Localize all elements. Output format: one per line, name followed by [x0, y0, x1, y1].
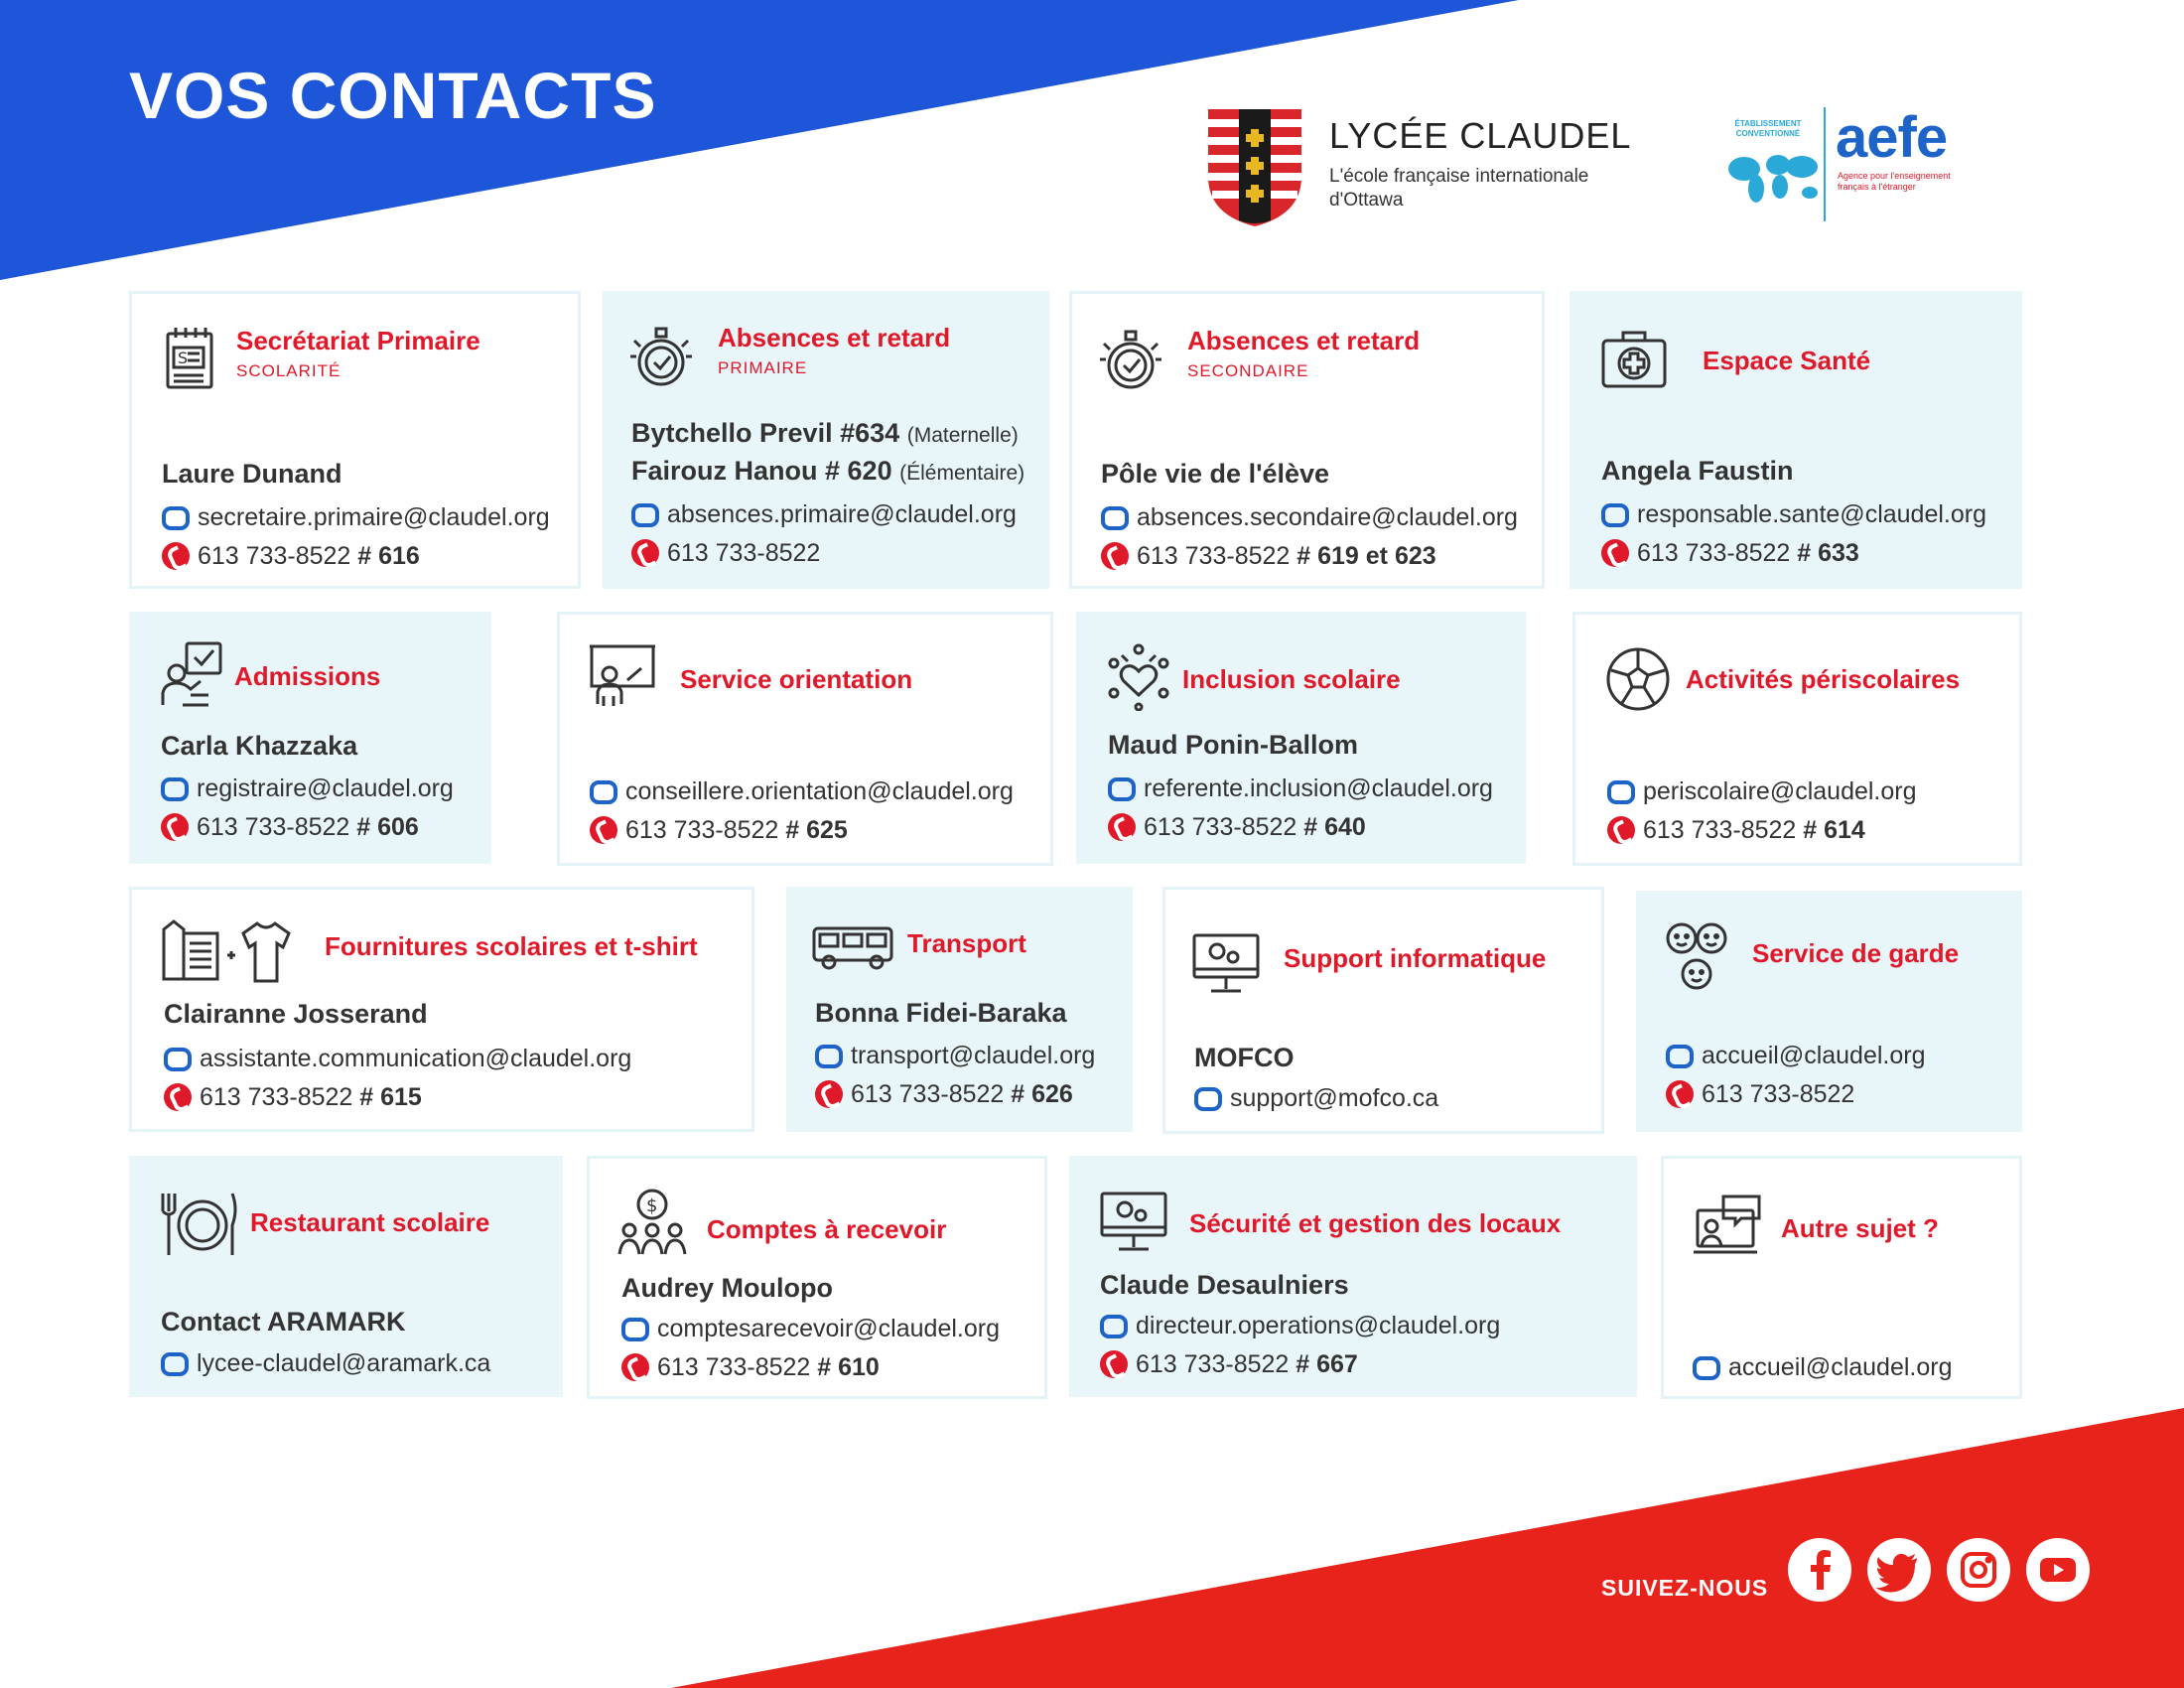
- children-faces-icon: [1662, 918, 1731, 998]
- phone-row: [161, 810, 419, 844]
- clipboard-icon: [160, 324, 229, 393]
- card-title: Support informatique: [1284, 943, 1547, 973]
- email-icon: [1101, 506, 1129, 530]
- school-tagline: L'école française internationale d'Ottawa: [1329, 166, 1589, 211]
- money-people-icon: [617, 1187, 687, 1256]
- email-icon: [1108, 777, 1136, 801]
- contact-name: Bonna Fidei-Baraka: [815, 998, 1067, 1028]
- email-link[interactable]: absences.primaire@claudel.org: [667, 500, 1017, 528]
- svg-text:S: S: [178, 349, 189, 367]
- phone-number[interactable]: 613 733-8522: [197, 813, 350, 841]
- email-icon: [161, 1352, 189, 1376]
- phone-number[interactable]: 613 733-8522: [1136, 1350, 1290, 1378]
- contact-name: Carla Khazzaka: [161, 731, 358, 761]
- email-link[interactable]: referente.inclusion@claudel.org: [1144, 774, 1493, 802]
- email-row: [161, 772, 454, 805]
- phone-number[interactable]: 613 733-8522: [1144, 813, 1297, 841]
- school-name: LYCÉE CLAUDEL: [1329, 115, 1632, 156]
- contact-name-elementaire: Fairouz Hanou # 620 (Élémentaire): [631, 456, 1025, 486]
- phone-extension: # 667: [1296, 1350, 1358, 1378]
- youtube-icon[interactable]: [2026, 1538, 2090, 1602]
- phone-extension: # 625: [785, 816, 848, 844]
- email-icon: [1607, 780, 1635, 804]
- phone-icon: [1666, 1080, 1694, 1108]
- email-link[interactable]: transport@claudel.org: [851, 1042, 1096, 1069]
- email-icon: [1693, 1356, 1720, 1380]
- email-link[interactable]: periscolaire@claudel.org: [1643, 777, 1917, 805]
- phone-row: [1100, 1347, 1358, 1381]
- instagram-icon[interactable]: [1947, 1538, 2010, 1602]
- email-row: [164, 1042, 631, 1075]
- card-title: Restaurant scolaire: [250, 1207, 490, 1237]
- plate-cutlery-icon: [159, 1190, 238, 1259]
- email-row: [1666, 1039, 1926, 1072]
- phone-icon: [1101, 542, 1129, 570]
- chat-computer-icon: [1694, 1193, 1763, 1262]
- email-icon: [162, 506, 190, 530]
- email-link[interactable]: comptesarecevoir@claudel.org: [657, 1315, 1000, 1342]
- svg-text:$: $: [646, 1196, 658, 1216]
- phone-row: [1108, 810, 1366, 844]
- heart-people-icon: [1104, 641, 1173, 711]
- email-link[interactable]: support@mofco.ca: [1230, 1084, 1439, 1112]
- phone-icon: [1108, 813, 1136, 841]
- contact-name: Clairanne Josserand: [164, 999, 428, 1029]
- card-title: Inclusion scolaire: [1182, 664, 1401, 694]
- stopwatch-icon: [1096, 324, 1165, 393]
- contact-name: Contact ARAMARK: [161, 1307, 406, 1336]
- phone-row: [162, 539, 420, 573]
- phone-extension: # 606: [356, 813, 419, 841]
- page-title: VOS CONTACTS: [129, 59, 657, 132]
- card-securite-locaux: [1069, 1156, 1637, 1397]
- email-row: [1100, 1309, 1500, 1342]
- phone-row: [1601, 536, 1859, 570]
- card-absences-primaire: [603, 291, 1049, 589]
- card-subtitle: PRIMAIRE: [718, 358, 808, 377]
- card-secretariat-primaire: [129, 291, 581, 589]
- card-subtitle: SECONDAIRE: [1187, 361, 1309, 380]
- aefe-subtitle: Agence pour l'enseignement français à l'étranger: [1838, 171, 1951, 192]
- stopwatch-icon: [626, 321, 696, 390]
- monitor-gears-icon: [1099, 1188, 1168, 1257]
- phone-icon: [590, 816, 617, 844]
- card-title: Service de garde: [1752, 938, 1960, 968]
- email-icon: [590, 780, 617, 804]
- phone-icon: [162, 542, 190, 570]
- email-link[interactable]: directeur.operations@claudel.org: [1136, 1312, 1501, 1339]
- aefe-small-label: ÉTABLISSEMENT CONVENTIONNÉ: [1734, 119, 1802, 138]
- phone-number[interactable]: 613 733-8522: [1702, 1080, 1855, 1108]
- card-subtitle: SCOLARITÉ: [236, 361, 341, 380]
- email-row: [162, 500, 550, 534]
- phone-number[interactable]: 613 733-8522: [667, 539, 821, 567]
- contact-name: Claude Desaulniers: [1100, 1270, 1349, 1300]
- phone-number[interactable]: 613 733-8522: [200, 1083, 353, 1111]
- card-title: Absences et retard: [1187, 326, 1421, 355]
- phone-icon: [164, 1083, 192, 1111]
- email-icon: [631, 503, 659, 527]
- phone-extension: # 619 et 623: [1297, 542, 1436, 570]
- aefe-logo: [1722, 107, 1990, 226]
- email-icon: [161, 777, 189, 801]
- card-title: Secrétariat Primaire: [236, 326, 480, 355]
- book-tshirt-icon: [160, 915, 299, 985]
- bus-icon: [811, 922, 894, 972]
- contact-name-maternelle: Bytchello Previl #634 (Maternelle): [631, 418, 1019, 448]
- email-icon: [1100, 1315, 1128, 1338]
- email-row: [815, 1039, 1095, 1072]
- email-icon: [815, 1045, 843, 1068]
- email-row: [1607, 774, 1917, 808]
- card-title: Service orientation: [680, 664, 913, 694]
- contact-name: Angela Faustin: [1601, 456, 1794, 486]
- facebook-icon[interactable]: [1788, 1538, 1851, 1602]
- contact-name: Audrey Moulopo: [621, 1273, 833, 1303]
- phone-icon: [815, 1080, 843, 1108]
- email-link[interactable]: assistante.communication@claudel.org: [200, 1045, 632, 1072]
- phone-icon: [1100, 1350, 1128, 1378]
- email-icon: [1194, 1087, 1222, 1111]
- card-title: Transport: [907, 928, 1026, 958]
- phone-extension: # 610: [817, 1353, 880, 1381]
- email-icon: [621, 1318, 649, 1341]
- email-link[interactable]: absences.secondaire@claudel.org: [1137, 503, 1518, 531]
- card-activites-periscolaires: [1572, 612, 2022, 866]
- phone-number[interactable]: 613 733-8522: [1137, 542, 1291, 570]
- email-icon: [1601, 503, 1629, 527]
- person-checklist-icon: [157, 639, 226, 709]
- contact-name: MOFCO: [1194, 1043, 1295, 1072]
- phone-row: [164, 1080, 422, 1114]
- aefe-word: aefe: [1836, 105, 1948, 170]
- phone-number[interactable]: 613 733-8522: [1637, 539, 1791, 567]
- phone-number[interactable]: 613 733-8522: [657, 1353, 811, 1381]
- email-row: [631, 497, 1017, 531]
- phone-icon: [1601, 539, 1629, 567]
- email-link[interactable]: accueil@claudel.org: [1728, 1353, 1953, 1381]
- card-restaurant-scolaire: [129, 1156, 563, 1397]
- email-link[interactable]: secretaire.primaire@claudel.org: [198, 503, 550, 531]
- card-service-de-garde: [1636, 891, 2022, 1132]
- aefe-divider: [1824, 107, 1826, 221]
- card-title: Comptes à recevoir: [707, 1214, 947, 1244]
- phone-icon: [161, 813, 189, 841]
- card-support-informatique: [1162, 887, 1604, 1134]
- card-title: Autre sujet ?: [1781, 1213, 1939, 1243]
- card-transport: [786, 887, 1133, 1132]
- card-inclusion-scolaire: [1076, 612, 1526, 864]
- email-link[interactable]: registraire@claudel.org: [197, 774, 454, 802]
- phone-number[interactable]: 613 733-8522: [851, 1080, 1005, 1108]
- presentation-board-icon: [588, 640, 657, 710]
- contact-name: Maud Ponin-Ballom: [1108, 730, 1358, 760]
- phone-row: [621, 1350, 880, 1384]
- phone-icon: [621, 1353, 649, 1381]
- phone-row: [631, 536, 820, 570]
- phone-number[interactable]: 613 733-8522: [198, 542, 351, 570]
- email-link[interactable]: responsable.sante@claudel.org: [1637, 500, 1986, 528]
- phone-extension: # 615: [359, 1083, 422, 1111]
- email-row: [1601, 497, 1986, 531]
- email-row: [161, 1346, 490, 1380]
- email-row: [1693, 1350, 1953, 1384]
- phone-icon: [1607, 816, 1635, 844]
- phone-row: [590, 813, 848, 847]
- card-absences-secondaire: [1069, 291, 1545, 589]
- card-title: Espace Santé: [1703, 346, 1871, 375]
- card-title: Fournitures scolaires et t-shirt: [325, 931, 698, 961]
- card-fournitures: [129, 887, 754, 1132]
- phone-extension: # 640: [1303, 813, 1366, 841]
- card-title: Admissions: [234, 661, 381, 691]
- card-comptes-a-recevoir: [587, 1156, 1047, 1399]
- phone-row: [1666, 1077, 1854, 1111]
- email-link[interactable]: accueil@claudel.org: [1702, 1042, 1926, 1069]
- claudel-logo: [1206, 107, 1643, 231]
- phone-extension: # 616: [357, 542, 420, 570]
- email-row: [1194, 1081, 1438, 1115]
- email-row: [590, 774, 1014, 808]
- phone-row: [1101, 539, 1436, 573]
- claudel-crest-icon: [1206, 107, 1303, 228]
- email-row: [621, 1312, 1000, 1345]
- phone-extension: # 614: [1803, 816, 1865, 844]
- card-admissions: [129, 612, 491, 864]
- card-title: Sécurité et gestion des locaux: [1189, 1208, 1562, 1238]
- email-icon: [164, 1048, 192, 1071]
- contact-name: Pôle vie de l'élève: [1101, 459, 1330, 489]
- card-title: Activités périscolaires: [1686, 664, 1961, 694]
- phone-extension: # 626: [1011, 1080, 1073, 1108]
- monitor-gears-icon: [1191, 929, 1261, 999]
- soccer-ball-icon: [1603, 644, 1673, 714]
- phone-number[interactable]: 613 733-8522: [625, 816, 779, 844]
- card-autre-sujet: [1661, 1156, 2022, 1399]
- email-row: [1101, 500, 1518, 534]
- email-icon: [1666, 1045, 1694, 1068]
- phone-extension: # 633: [1797, 539, 1859, 567]
- first-aid-kit-icon: [1599, 325, 1669, 394]
- phone-row: [815, 1077, 1073, 1111]
- email-row: [1108, 772, 1493, 805]
- card-title: Absences et retard: [718, 323, 951, 352]
- phone-row: [1607, 813, 1865, 847]
- phone-number[interactable]: 613 733-8522: [1643, 816, 1797, 844]
- card-espace-sante: [1570, 291, 2022, 589]
- phone-icon: [631, 539, 659, 567]
- email-link[interactable]: lycee-claudel@aramark.ca: [197, 1349, 491, 1377]
- follow-us-label: SUIVEZ-NOUS: [1601, 1575, 1769, 1601]
- contact-name: Laure Dunand: [162, 459, 342, 489]
- twitter-icon[interactable]: [1867, 1538, 1931, 1602]
- card-service-orientation: [557, 612, 1053, 866]
- email-link[interactable]: conseillere.orientation@claudel.org: [625, 777, 1014, 805]
